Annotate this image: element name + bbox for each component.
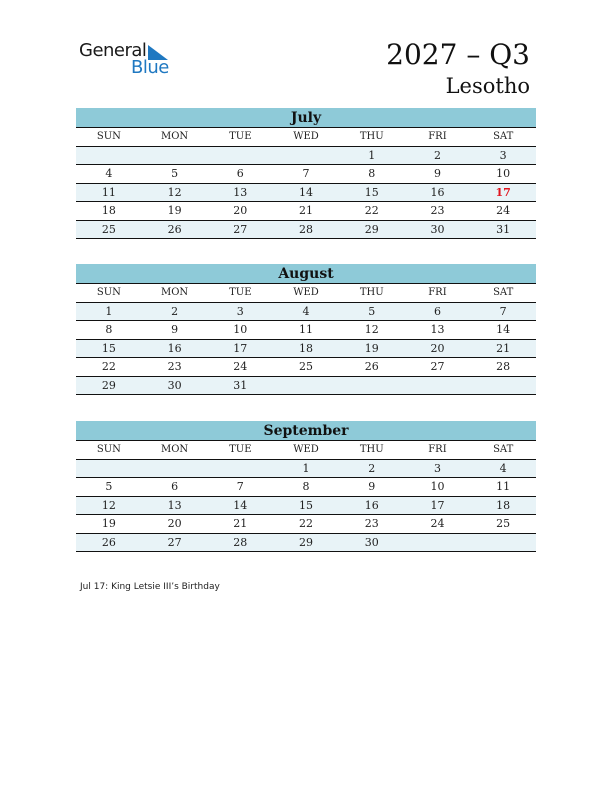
date-cell: 11 (496, 480, 511, 494)
weekday-label: THU (359, 131, 384, 142)
weekday-label: TUE (229, 444, 252, 455)
date-cell: 31 (496, 222, 511, 236)
week-row (76, 534, 536, 552)
date-cell (207, 147, 273, 164)
date-cell: 27 (430, 360, 445, 374)
week-row (76, 460, 536, 478)
date-cell: 18 (299, 341, 314, 355)
date-cell: 7 (236, 480, 244, 494)
date-cell: 22 (364, 204, 379, 218)
date-cell (273, 147, 339, 164)
date-cell: 4 (302, 305, 310, 318)
date-cell: 25 (299, 360, 314, 374)
date-cell: 22 (101, 360, 116, 374)
date-cell: 11 (101, 185, 116, 199)
date-cell: 29 (364, 222, 379, 236)
date-cell: 28 (233, 535, 248, 549)
date-cell: 29 (299, 535, 314, 549)
weekday-label: FRI (428, 444, 447, 455)
date-cell: 18 (496, 498, 511, 512)
week-row (76, 478, 536, 496)
weekday-row (76, 284, 536, 303)
week-row (76, 221, 536, 239)
date-cell: 13 (167, 498, 182, 512)
date-cell: 8 (302, 480, 310, 494)
date-cell: 16 (430, 185, 445, 199)
date-cell: 25 (496, 517, 511, 531)
week-row (76, 165, 536, 183)
date-cell (470, 377, 536, 394)
date-cell: 22 (299, 517, 314, 531)
date-cell: 6 (433, 305, 441, 318)
date-cell: 26 (167, 222, 182, 236)
date-cell: 23 (430, 204, 445, 218)
month-table-august (76, 264, 536, 395)
date-cell: 15 (101, 341, 116, 355)
month-header: September (76, 421, 536, 441)
date-cell: 24 (496, 204, 511, 218)
date-cell: 14 (233, 498, 248, 512)
date-cell: 8 (105, 323, 113, 337)
date-cell: 16 (364, 498, 379, 512)
date-cell: 18 (101, 204, 116, 218)
date-cell: 2 (368, 462, 376, 475)
month-header: July (76, 108, 536, 128)
date-cell: 4 (499, 462, 507, 475)
date-cell: 31 (233, 378, 248, 392)
date-cell: 10 (496, 167, 511, 181)
date-cell: 19 (364, 341, 379, 355)
date-cell: 14 (299, 185, 314, 199)
date-cell (405, 534, 471, 551)
logo-general: General (79, 40, 147, 61)
date-cell: 2 (433, 149, 441, 162)
date-cell: 28 (496, 360, 511, 374)
date-cell: 17 (430, 498, 445, 512)
week-row (76, 303, 536, 321)
week-row (76, 497, 536, 515)
weekday-label: SAT (493, 131, 514, 142)
date-cell: 8 (368, 167, 376, 181)
weekday-label: SUN (96, 131, 121, 142)
date-cell: 13 (430, 323, 445, 337)
date-cell: 6 (236, 167, 244, 181)
week-row (76, 377, 536, 395)
date-cell: 17 (233, 341, 248, 355)
date-cell: 9 (171, 323, 179, 337)
date-cell: 9 (368, 480, 376, 494)
date-cell: 5 (171, 167, 179, 181)
date-cell: 12 (167, 185, 182, 199)
date-cell: 9 (433, 167, 441, 181)
date-cell: 23 (167, 360, 182, 374)
date-cell: 15 (299, 498, 314, 512)
date-cell: 13 (233, 185, 248, 199)
date-cell: 12 (364, 323, 379, 337)
date-cell: 3 (499, 149, 507, 162)
date-cell: 16 (167, 341, 182, 355)
date-cell (470, 534, 536, 551)
weekday-label: SUN (96, 444, 121, 455)
weekday-row (76, 128, 536, 147)
date-cell (142, 147, 208, 164)
date-cell: 1 (105, 305, 113, 318)
week-row (76, 358, 536, 376)
date-cell: 19 (101, 517, 116, 531)
date-cell: 20 (430, 341, 445, 355)
date-cell: 15 (364, 185, 379, 199)
date-cell: 7 (302, 167, 310, 181)
date-cell (405, 377, 471, 394)
date-cell: 1 (368, 149, 376, 162)
date-cell: 10 (233, 323, 248, 337)
weekday-label: TUE (229, 287, 252, 298)
date-cell: 2 (171, 305, 179, 318)
date-cell: 4 (105, 167, 113, 181)
date-cell: 21 (496, 341, 511, 355)
weekday-label: WED (293, 131, 319, 142)
week-row (76, 321, 536, 339)
date-cell: 24 (430, 517, 445, 531)
week-row (76, 184, 536, 202)
date-cell: 19 (167, 204, 182, 218)
date-cell: 30 (364, 535, 379, 549)
date-cell (76, 460, 142, 477)
weekday-label: THU (359, 444, 384, 455)
weekday-label: MON (160, 287, 189, 298)
weekday-label: THU (359, 287, 384, 298)
date-cell (142, 460, 208, 477)
date-cell: 3 (433, 462, 441, 475)
month-header: August (76, 264, 536, 284)
holiday-note: Jul 17: King Letsie III’s Birthday (80, 582, 220, 592)
date-cell: 27 (167, 535, 182, 549)
weekday-label: WED (293, 444, 319, 455)
date-cell: 11 (299, 323, 314, 337)
week-row (76, 515, 536, 533)
date-cell: 21 (233, 517, 248, 531)
date-cell: 5 (105, 480, 113, 494)
date-cell: 25 (101, 222, 116, 236)
weekday-label: FRI (428, 131, 447, 142)
date-cell: 29 (101, 378, 116, 392)
date-cell (273, 377, 339, 394)
date-cell: 5 (368, 305, 376, 318)
date-cell: 30 (167, 378, 182, 392)
date-cell: 1 (302, 462, 310, 475)
weekday-label: WED (293, 287, 319, 298)
country-name: Lesotho (445, 74, 530, 98)
date-cell: 26 (101, 535, 116, 549)
week-row (76, 340, 536, 358)
week-row (76, 202, 536, 220)
weekday-label: TUE (229, 131, 252, 142)
date-cell (207, 460, 273, 477)
date-cell: 14 (496, 323, 511, 337)
weekday-row (76, 441, 536, 460)
date-cell: 7 (499, 305, 507, 318)
weekday-label: FRI (428, 287, 447, 298)
weekday-label: SAT (493, 287, 514, 298)
month-table-july (76, 108, 536, 239)
date-cell (76, 147, 142, 164)
date-cell: 20 (167, 517, 182, 531)
date-cell: 3 (236, 305, 244, 318)
date-cell: 26 (364, 360, 379, 374)
date-cell (339, 377, 405, 394)
month-table-september (76, 421, 536, 552)
date-cell: 21 (299, 204, 314, 218)
date-cell: 24 (233, 360, 248, 374)
date-cell: 30 (430, 222, 445, 236)
weekday-label: MON (160, 131, 189, 142)
date-cell: 27 (233, 222, 248, 236)
date-cell: 10 (430, 480, 445, 494)
date-cell: 6 (171, 480, 179, 494)
weekday-label: SAT (493, 444, 514, 455)
weekday-label: SUN (96, 287, 121, 298)
date-cell: 20 (233, 204, 248, 218)
holiday-date: 17 (495, 185, 511, 199)
week-row (76, 147, 536, 165)
date-cell: 23 (364, 517, 379, 531)
date-cell: 28 (299, 222, 314, 236)
page-title: 2027 – Q3 (386, 38, 530, 71)
date-cell: 12 (101, 498, 116, 512)
weekday-label: MON (160, 444, 189, 455)
logo-blue: Blue (131, 57, 169, 78)
